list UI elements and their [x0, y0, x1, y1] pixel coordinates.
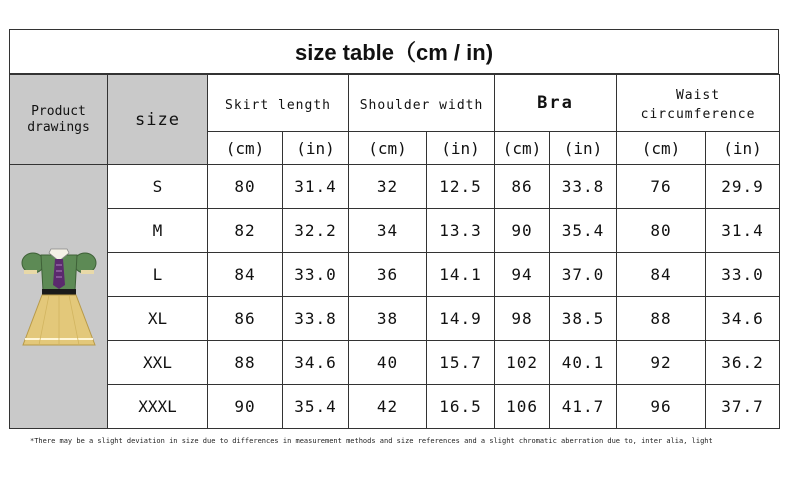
size-chart: [9, 29, 779, 429]
skirt-in-cell: 35.4: [283, 385, 349, 429]
table-row: [10, 341, 780, 385]
bra-in-cell: 40.1: [550, 341, 617, 385]
bra-in-cell: 38.5: [550, 297, 617, 341]
unit-cm: (cm): [208, 132, 283, 165]
waist-cm-cell: 92: [617, 341, 706, 385]
size-disclaimer: *There may be a slight deviation in size due to differences in measurement methods and size references and a slight chromatic aberration due to, inter alia, light: [30, 437, 713, 445]
bra-in-cell: 41.7: [550, 385, 617, 429]
skirt-length-label: Skirt length: [225, 97, 331, 113]
waist-circumference-label: Waist circumference: [640, 88, 756, 122]
bra-cm-cell: 90: [495, 209, 550, 253]
product-drawings-header: [10, 75, 108, 165]
shoulder-in-cell: 14.9: [427, 297, 495, 341]
skirt-cm-cell: 80: [208, 165, 283, 209]
shoulder-cm-cell: 34: [349, 209, 427, 253]
waist-cm-cell: 88: [617, 297, 706, 341]
unit-in: (in): [706, 132, 780, 165]
product-drawings-label: Product drawings: [27, 103, 90, 135]
unit-cm: (cm): [495, 132, 550, 165]
skirt-length-header: [208, 75, 349, 132]
bra-header: [495, 75, 617, 132]
waist-in-cell: 37.7: [706, 385, 780, 429]
skirt-in-cell: 33.0: [283, 253, 349, 297]
size-cell: XXXL: [108, 385, 208, 429]
shoulder-width-label: Shoulder width: [359, 97, 484, 113]
unit-in: (in): [550, 132, 617, 165]
size-cell: L: [108, 253, 208, 297]
bra-in-cell: 37.0: [550, 253, 617, 297]
waist-cm-cell: 96: [617, 385, 706, 429]
bra-in-cell: 33.8: [550, 165, 617, 209]
shoulder-in-cell: 12.5: [427, 165, 495, 209]
bra-cm-cell: 102: [495, 341, 550, 385]
shoulder-in-cell: 14.1: [427, 253, 495, 297]
shoulder-width-header: [349, 75, 495, 132]
size-cell: M: [108, 209, 208, 253]
size-header: [108, 75, 208, 165]
skirt-in-cell: 33.8: [283, 297, 349, 341]
unit-in: (in): [283, 132, 349, 165]
skirt-in-cell: 34.6: [283, 341, 349, 385]
shoulder-in-cell: 16.5: [427, 385, 495, 429]
dress-image: [19, 235, 99, 355]
table-row: [10, 165, 780, 209]
bra-cm-cell: 98: [495, 297, 550, 341]
shoulder-in-cell: 15.7: [427, 341, 495, 385]
waist-cm-cell: 76: [617, 165, 706, 209]
size-table-title: size table（cm / in): [9, 29, 779, 74]
skirt-cm-cell: 82: [208, 209, 283, 253]
waist-cm-cell: 80: [617, 209, 706, 253]
bra-in-cell: 35.4: [550, 209, 617, 253]
shoulder-cm-cell: 40: [349, 341, 427, 385]
size-table: [9, 74, 780, 429]
skirt-cm-cell: 84: [208, 253, 283, 297]
size-cell: S: [108, 165, 208, 209]
product-image-cell: [10, 165, 108, 429]
unit-cm: (cm): [349, 132, 427, 165]
skirt-cm-cell: 88: [208, 341, 283, 385]
waist-in-cell: 36.2: [706, 341, 780, 385]
waist-in-cell: 33.0: [706, 253, 780, 297]
shoulder-in-cell: 13.3: [427, 209, 495, 253]
skirt-in-cell: 32.2: [283, 209, 349, 253]
size-header-label: size: [135, 109, 180, 130]
table-row: [10, 385, 780, 429]
waist-circumference-header: [617, 75, 780, 132]
waist-in-cell: 34.6: [706, 297, 780, 341]
shoulder-cm-cell: 32: [349, 165, 427, 209]
size-cell: XXL: [108, 341, 208, 385]
shoulder-cm-cell: 42: [349, 385, 427, 429]
waist-cm-cell: 84: [617, 253, 706, 297]
bra-cm-cell: 106: [495, 385, 550, 429]
skirt-in-cell: 31.4: [283, 165, 349, 209]
table-row: [10, 253, 780, 297]
bra-label: Bra: [537, 93, 574, 113]
waist-in-cell: 31.4: [706, 209, 780, 253]
bra-cm-cell: 86: [495, 165, 550, 209]
size-cell: XL: [108, 297, 208, 341]
shoulder-cm-cell: 38: [349, 297, 427, 341]
table-row: [10, 297, 780, 341]
skirt-cm-cell: 86: [208, 297, 283, 341]
shoulder-cm-cell: 36: [349, 253, 427, 297]
unit-cm: (cm): [617, 132, 706, 165]
skirt-cm-cell: 90: [208, 385, 283, 429]
bra-cm-cell: 94: [495, 253, 550, 297]
waist-in-cell: 29.9: [706, 165, 780, 209]
unit-in: (in): [427, 132, 495, 165]
table-row: [10, 209, 780, 253]
